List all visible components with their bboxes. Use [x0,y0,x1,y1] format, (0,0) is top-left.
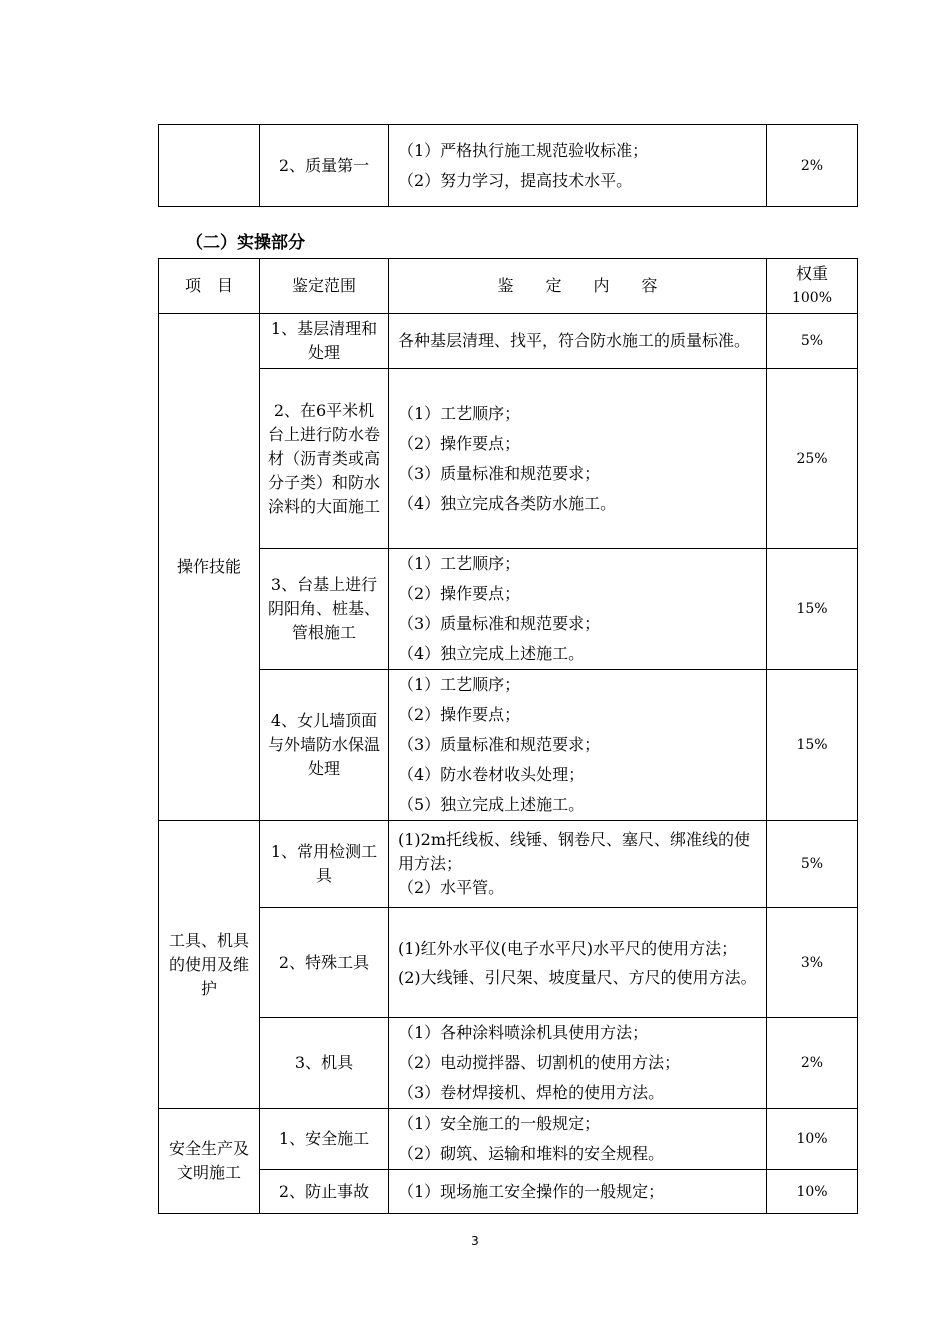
category-cell: 工具、机具的使用及维护 [159,821,260,1109]
content-line: （2）操作要点； [398,433,521,453]
scope-cell: 2、防止事故 [260,1170,389,1214]
content-line: （3）卷材焊接机、焊枪的使用方法。 [398,1083,665,1102]
content-line: （4）独立完成上述施工。 [398,644,585,663]
content-line: （3）质量标准和规范要求； [398,463,601,483]
table-row [159,670,858,821]
table-row [159,1170,858,1214]
content-line: （1）安全施工的一般规定； [398,1114,601,1133]
content-line: （2）水平管。 [398,878,505,897]
weight-cell: 5% [767,821,858,908]
header-row [159,259,858,314]
scope-cell: 3、机具 [260,1018,389,1109]
header-weight-total: 100% [791,290,833,306]
content-cell [389,1018,767,1109]
weight-cell: 10% [767,1170,858,1214]
content-line: （2）努力学习，提高技术水平。 [398,170,633,190]
table-row [159,125,858,207]
content-cell [389,670,767,821]
content-line: （2）操作要点； [398,584,521,603]
content-line: （1）现场施工安全操作的一般规定； [398,1181,665,1201]
content-line: （1）工艺顺序； [398,554,521,573]
content-line: （1）工艺顺序； [398,403,521,423]
table-row [159,1109,858,1170]
section-heading: （二）实操部分 [186,233,305,253]
scope-cell: 1、常用检测工具 [260,821,389,908]
table-row [159,549,858,670]
table-row [159,908,858,1018]
content-line: （4）防水卷材收头处理； [398,765,585,784]
top-table [158,124,858,207]
table-row [159,369,858,549]
content-cell [389,549,767,670]
content-line: （3）质量标准和规范要求； [398,614,601,633]
header-item: 项 目 [159,259,260,314]
scope-cell: 1、安全施工 [260,1109,389,1170]
content-line: (1)红外水平仪(电子水平尺)水平尺的使用方法； [398,938,738,958]
content-line: （1）工艺顺序； [398,675,521,694]
category-cell: 操作技能 [159,314,260,821]
content-line: (1)2m托线板、线锤、钢卷尺、塞尺、绑准线的使用方法； [398,830,751,873]
content-cell [389,1109,767,1170]
content-line: （3）质量标准和规范要求； [398,735,601,754]
content-cell [389,908,767,1018]
scope-cell: 2、在6平米机台上进行防水卷材（沥青类或高分子类）和防水涂料的大面施工 [260,369,389,549]
weight-cell: 3% [767,908,858,1018]
content-line: 各种基层清理、找平，符合防水施工的质量标准。 [398,331,751,350]
weight-cell: 2% [767,125,858,207]
page-number: 3 [471,1234,479,1248]
content-cell [389,314,767,369]
category-cell [159,125,260,207]
scope-cell: 2、质量第一 [260,125,389,207]
scope-cell: 4、女儿墙顶面与外墙防水保温处理 [260,670,389,821]
weight-cell: 10% [767,1109,858,1170]
content-cell [389,369,767,549]
header-weight [767,259,858,314]
category-cell: 安全生产及文明施工 [159,1109,260,1214]
header-content: 鉴 定 内 容 [389,259,767,314]
content-line: （5）独立完成上述施工。 [398,795,585,814]
content-line: (2)大线锤、引尺架、坡度量尺、方尺的使用方法。 [398,967,757,987]
scope-cell: 1、基层清理和处理 [260,314,389,369]
table-row [159,314,858,369]
content-line: （2）砌筑、运输和堆料的安全规程。 [398,1144,665,1163]
content-line: （2）操作要点； [398,705,521,724]
header-weight-label: 权重 [795,264,828,283]
weight-cell: 5% [767,314,858,369]
table-row [159,1018,858,1109]
content-line: （1）各种涂料喷涂机具使用方法； [398,1023,649,1042]
content-line: （4）独立完成各类防水施工。 [398,493,617,513]
content-cell [389,125,767,207]
content-line: （2）电动搅拌器、切割机的使用方法； [398,1053,681,1072]
weight-cell: 2% [767,1018,858,1109]
content-cell [389,821,767,908]
weight-cell: 15% [767,549,858,670]
scope-cell: 3、台基上进行阴阳角、桩基、管根施工 [260,549,389,670]
weight-cell: 25% [767,369,858,549]
scope-cell: 2、特殊工具 [260,908,389,1018]
weight-cell: 15% [767,670,858,821]
table-row [159,821,858,908]
content-line: （1）严格执行施工规范验收标准； [398,140,649,160]
content-cell [389,1170,767,1214]
header-scope: 鉴定范围 [260,259,389,314]
assessment-table [158,258,858,1214]
